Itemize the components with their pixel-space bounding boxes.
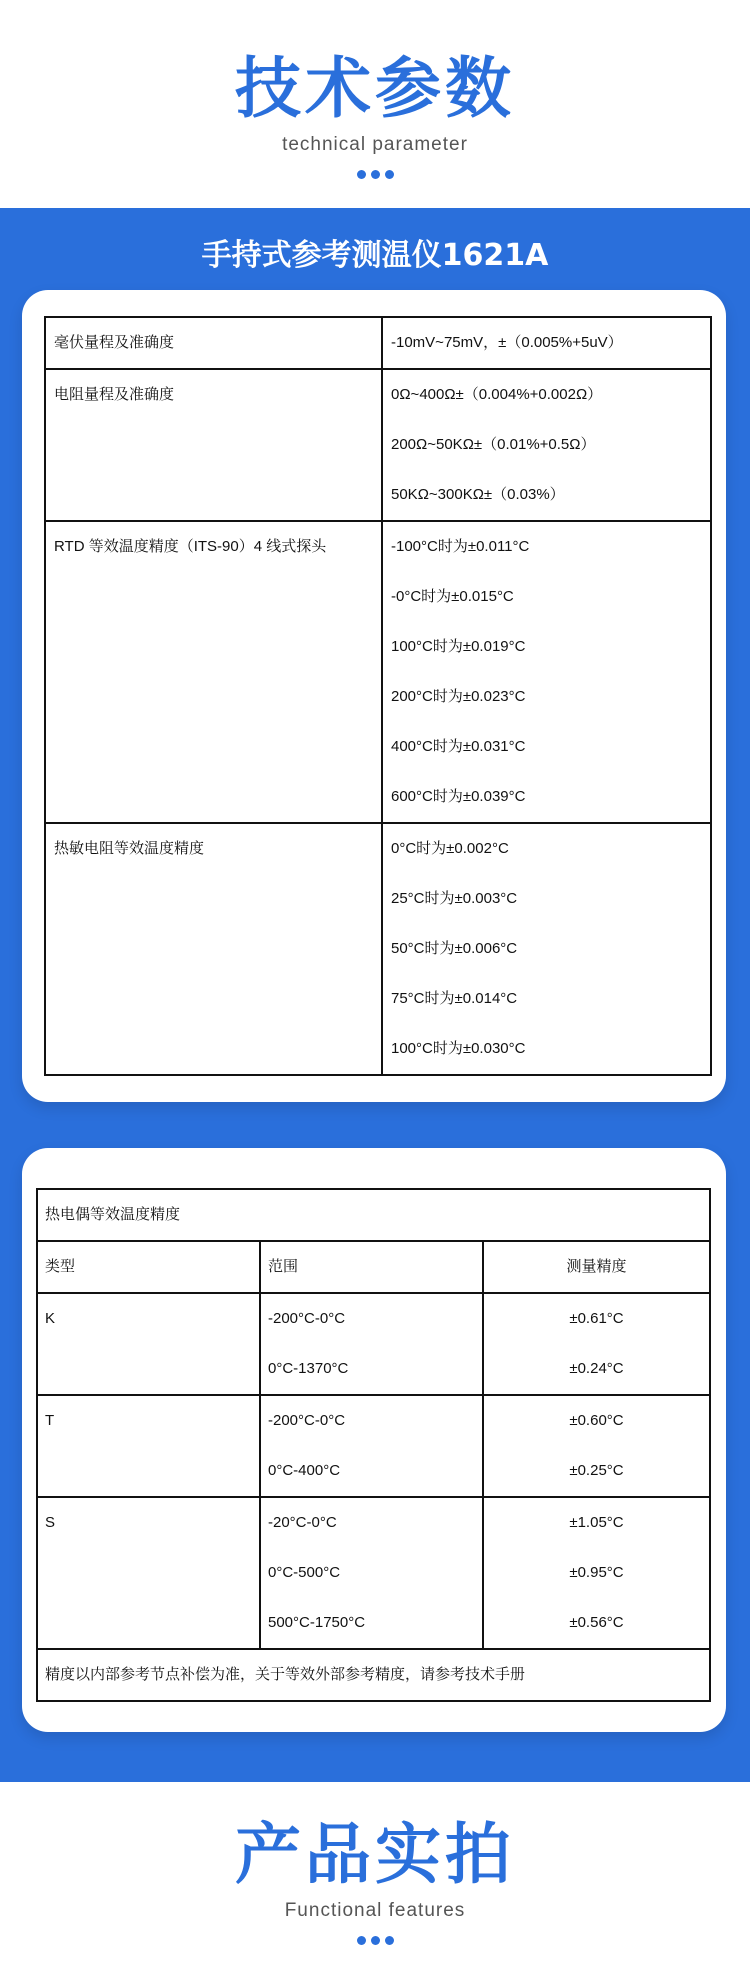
row-value: -0°C时为±0.015°C bbox=[391, 588, 514, 605]
column-header-type: 类型 bbox=[45, 1258, 76, 1275]
section-heading-photos bbox=[0, 1816, 750, 1945]
column-header-accuracy: 测量精度 bbox=[566, 1258, 627, 1275]
type-cell: T bbox=[45, 1412, 55, 1429]
accuracy-cell: ±0.25°C bbox=[569, 1462, 624, 1479]
spec-card bbox=[22, 290, 726, 1102]
dots-decoration bbox=[0, 170, 750, 179]
row-value: 200°C时为±0.023°C bbox=[391, 688, 526, 705]
section-heading-tech bbox=[0, 50, 750, 179]
row-label: RTD 等效温度精度（ITS-90）4 线式探头 bbox=[54, 538, 327, 555]
range-cell: -20°C-0°C bbox=[268, 1514, 337, 1531]
row-label: 电阻量程及准确度 bbox=[54, 386, 175, 403]
type-cell: S bbox=[45, 1514, 56, 1531]
thermocouple-table bbox=[36, 1188, 711, 1702]
spec-table bbox=[44, 316, 712, 1076]
accuracy-cell: ±0.95°C bbox=[569, 1564, 624, 1581]
range-cell: 0°C-400°C bbox=[268, 1462, 341, 1479]
row-value: 100°C时为±0.030°C bbox=[391, 1040, 526, 1057]
table-note: 精度以内部参考节点补偿为准，关于等效外部参考精度，请参考技术手册 bbox=[45, 1666, 526, 1683]
table-header-row bbox=[37, 1241, 710, 1293]
range-cell: -200°C-0°C bbox=[268, 1412, 346, 1429]
accuracy-cell: ±0.61°C bbox=[569, 1310, 624, 1327]
type-cell: K bbox=[45, 1310, 56, 1327]
table-row bbox=[37, 1649, 710, 1701]
table-row bbox=[37, 1189, 710, 1241]
row-value: 100°C时为±0.019°C bbox=[391, 638, 526, 655]
dots-decoration bbox=[0, 1936, 750, 1945]
section-subtitle: Functional features bbox=[284, 1900, 466, 1921]
table-row bbox=[45, 823, 711, 1075]
row-value: -100°C时为±0.011°C bbox=[391, 538, 530, 555]
accuracy-cell: ±0.24°C bbox=[569, 1360, 624, 1377]
table-row bbox=[45, 521, 711, 823]
row-value: 400°C时为±0.031°C bbox=[391, 738, 526, 755]
row-label: 毫伏量程及准确度 bbox=[54, 334, 175, 351]
table-row bbox=[37, 1293, 710, 1395]
product-title: 手持式参考测温仪1621A bbox=[201, 238, 549, 273]
table-row bbox=[37, 1497, 710, 1649]
row-value: 200Ω~50KΩ±（0.01%+0.5Ω） bbox=[391, 436, 596, 453]
column-header-range: 范围 bbox=[268, 1258, 299, 1275]
section-subtitle: technical parameter bbox=[282, 134, 468, 155]
accuracy-cell: ±0.56°C bbox=[569, 1614, 624, 1631]
accuracy-cell: ±1.05°C bbox=[569, 1514, 624, 1531]
accuracy-cell: ±0.60°C bbox=[569, 1412, 624, 1429]
row-value: 50°C时为±0.006°C bbox=[391, 940, 518, 957]
row-value: 0Ω~400Ω±（0.004%+0.002Ω） bbox=[391, 386, 603, 403]
row-label: 热敏电阻等效温度精度 bbox=[54, 840, 205, 857]
range-cell: 500°C-1750°C bbox=[268, 1614, 366, 1631]
section-title: 技术参数 bbox=[235, 50, 515, 127]
table-row bbox=[37, 1395, 710, 1497]
row-value: 50KΩ~300KΩ±（0.03%） bbox=[391, 486, 565, 503]
table-row bbox=[45, 317, 711, 369]
range-cell: 0°C-500°C bbox=[268, 1564, 341, 1581]
row-value: 25°C时为±0.003°C bbox=[391, 890, 518, 907]
range-cell: 0°C-1370°C bbox=[268, 1360, 349, 1377]
row-value: 600°C时为±0.039°C bbox=[391, 788, 526, 805]
section-title: 产品实拍 bbox=[235, 1816, 515, 1893]
thermocouple-card bbox=[22, 1148, 726, 1732]
range-cell: -200°C-0°C bbox=[268, 1310, 346, 1327]
row-value: -10mV~75mV，±（0.005%+5uV） bbox=[391, 334, 623, 351]
row-value: 75°C时为±0.014°C bbox=[391, 990, 518, 1007]
table-title: 热电偶等效温度精度 bbox=[45, 1206, 181, 1223]
table-row bbox=[45, 369, 711, 521]
row-value: 0°C时为±0.002°C bbox=[391, 840, 509, 857]
